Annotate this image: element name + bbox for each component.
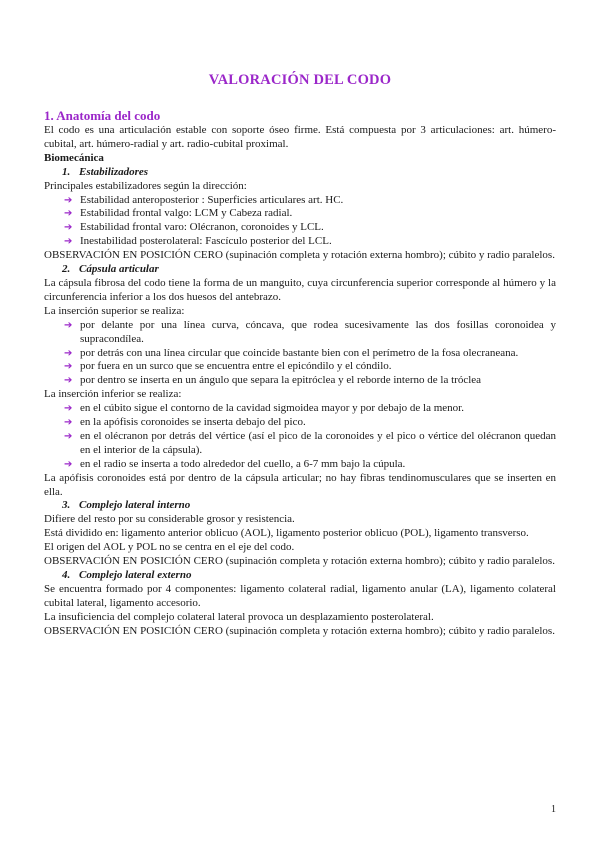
list-item: ➔ en el cúbito sigue el contorno de la cavidad sigmoidea mayor y por debajo de la menor. <box>64 402 464 415</box>
arrow-right-icon: ➔ <box>64 417 73 429</box>
biomecanica-heading: Biomecánica <box>44 151 104 164</box>
externo-paragraph-1: Se encuentra formado por 4 componentes: ligamento colateral radial, ligamento anular (LA), ligamento colateral cubital lateral, ligamento accesorio. <box>44 582 556 609</box>
interno-observation: OBSERVACIÓN EN POSICIÓN CERO (supinación completa y rotación externa hombro); cúbito y radio paralelos. <box>44 555 555 568</box>
page-number: 1 <box>551 804 556 815</box>
list-item: ➔ en el radio se inserta a todo alrededor del cuello, a 6-7 mm bajo la cúpula. <box>64 457 406 470</box>
subsection-interno: 3. Complejo lateral interno <box>62 499 191 512</box>
list-item: ➔ en el olécranon por detrás del vértice (así el pico de la coronoides y el pico o vértice del olécranon quedan en el interior de la cápsula). <box>64 429 556 456</box>
estabilizadores-observation: OBSERVACIÓN EN POSICIÓN CERO (supinación completa y rotación externa hombro); cúbito y radio paralelos. <box>44 249 555 262</box>
subsection-capsula: 2. Cápsula articular <box>62 263 159 276</box>
arrow-right-icon: ➔ <box>64 403 73 415</box>
arrow-right-icon: ➔ <box>64 236 73 248</box>
document-body <box>44 108 556 639</box>
capsula-superior-lead: La inserción superior se realiza: <box>44 304 185 317</box>
list-item: ➔ por fuera en un surco que se encuentra entre el epicóndilo y el cóndilo. <box>64 360 392 373</box>
arrow-right-icon: ➔ <box>64 347 73 359</box>
list-item: ➔ por delante por una línea curva, cóncava, que rodea sucesivamente las dos fosillas coronoidea y supracondílea. <box>64 318 556 345</box>
capsula-paragraph: La cápsula fibrosa del codo tiene la forma de un manguito, cuya circunferencia superior corresponde al húmero y la circunferencia inferior a los dos huesos del antebrazo. <box>44 276 556 303</box>
document-title: VALORACIÓN DEL CODO <box>208 72 392 88</box>
interno-paragraph-2: Está dividido en: ligamento anterior oblicuo (AOL), ligamento posterior oblicuo (POL), ligamento transverso. <box>44 527 529 540</box>
estabilizadores-lead: Principales estabilizadores según la dirección: <box>44 179 247 192</box>
interno-paragraph-3: El origen del AOL y POL no se centra en el eje del codo. <box>44 541 295 554</box>
externo-paragraph-2: La insuficiencia del complejo colateral lateral provoca un desplazamiento posterolateral. <box>44 610 434 623</box>
intro-paragraph: El codo es una articulación estable con soporte óseo firme. Está compuesta por 3 articulaciones: art. húmero-cubital, art. húmero-radial y art. radio-cubital proximal. <box>44 124 556 150</box>
list-item: ➔ por detrás con una línea circular que coincide bastante bien con el perímetro de la fosa olecraneana. <box>64 346 519 359</box>
arrow-right-icon: ➔ <box>64 222 73 234</box>
section-heading: 1. Anatomía del codo <box>44 108 161 123</box>
arrow-right-icon: ➔ <box>64 194 73 206</box>
list-item: ➔ en la apófisis coronoides se inserta debajo del pico. <box>64 416 306 429</box>
capsula-superior-list <box>44 319 556 389</box>
interno-paragraph-1: Difiere del resto por su considerable grosor y resistencia. <box>44 513 295 526</box>
externo-observation: OBSERVACIÓN EN POSICIÓN CERO (supinación completa y rotación externa hombro); cúbito y radio paralelos. <box>44 624 555 637</box>
capsula-inferior-lead: La inserción inferior se realiza: <box>44 388 182 401</box>
list-item: ➔ Estabilidad frontal varo: Olécranon, coronoides y LCL. <box>64 221 324 234</box>
arrow-right-icon: ➔ <box>64 208 73 220</box>
arrow-right-icon: ➔ <box>64 458 73 470</box>
capsula-coronoides-paragraph: La apófisis coronoides está por dentro de la cápsula articular; no hay fibras tendinomusculares que se inserten en ella. <box>44 471 556 498</box>
list-item: ➔ Inestabilidad posterolateral: Fascículo posterior del LCL. <box>64 235 332 248</box>
list-item: ➔ Estabilidad frontal valgo: LCM y Cabeza radial. <box>64 207 293 220</box>
estabilizadores-list <box>44 194 556 250</box>
capsula-inferior-list <box>44 402 556 472</box>
arrow-right-icon: ➔ <box>64 319 73 331</box>
list-item: ➔ Estabilidad anteroposterior : Superficies articulares art. HC. <box>64 193 344 206</box>
arrow-right-icon: ➔ <box>64 430 73 442</box>
subsection-estabilizadores: 1. Estabilizadores <box>62 165 149 178</box>
list-item: ➔ por dentro se inserta en un ángulo que separa la epitróclea y el reborde interno de la tróclea <box>64 374 482 387</box>
subsection-externo: 4. Complejo lateral externo <box>62 569 192 581</box>
arrow-right-icon: ➔ <box>64 375 73 387</box>
arrow-right-icon: ➔ <box>64 361 73 373</box>
